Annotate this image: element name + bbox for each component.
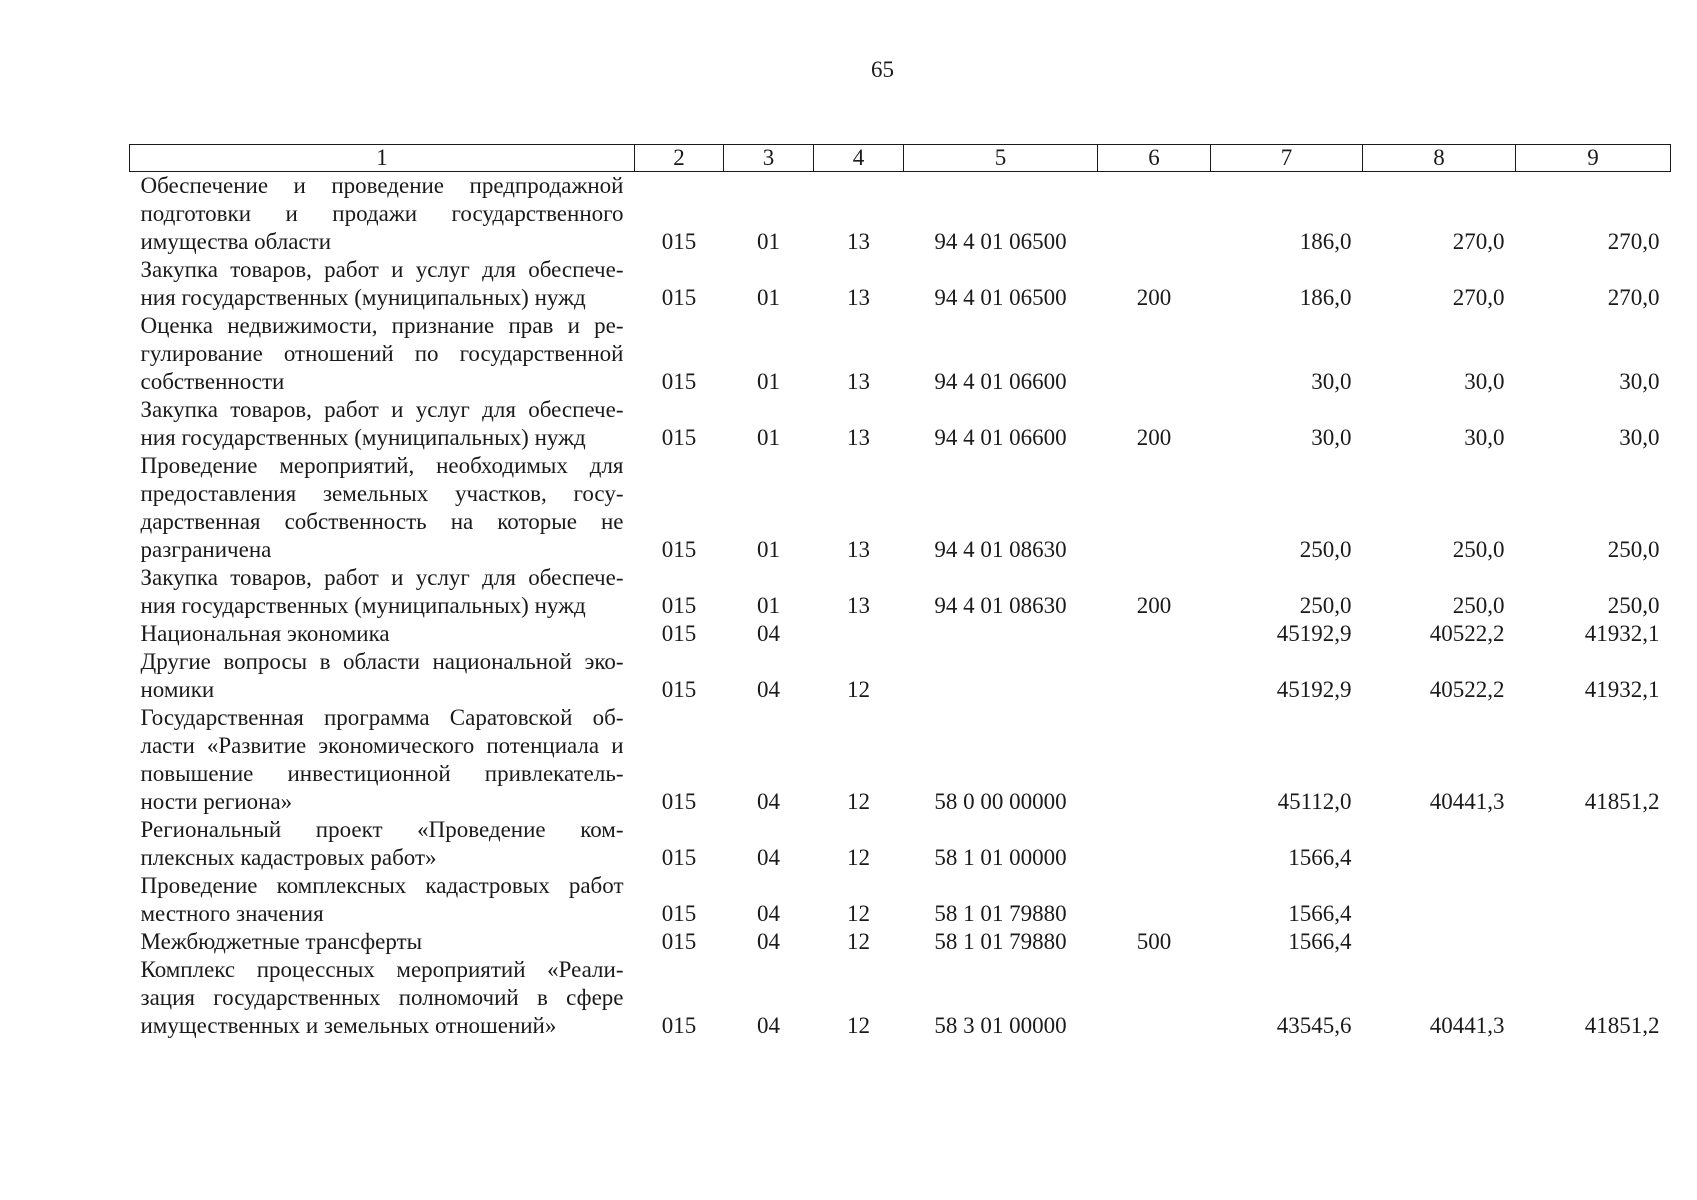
section-code-cell: 01 bbox=[757, 537, 780, 562]
target-article-cell: 58 1 01 00000 bbox=[934, 845, 1067, 870]
row-name-line: дарственная собственность на которые не bbox=[140, 509, 624, 534]
row-name-cell bbox=[130, 564, 635, 620]
amount-year3-cell: 270,0 bbox=[1607, 229, 1660, 254]
amount-year1-cell: 1566,4 bbox=[1288, 929, 1352, 954]
target-article-cell: 94 4 01 06600 bbox=[934, 369, 1067, 394]
column-header-7: 7 bbox=[1211, 145, 1363, 172]
amount-year2-cell: 40441,3 bbox=[1429, 1013, 1505, 1038]
subsection-code-cell: 12 bbox=[847, 929, 870, 954]
row-name-cell bbox=[130, 956, 635, 1040]
amount-year3-cell: 250,0 bbox=[1607, 593, 1660, 618]
amount-year2-cell: 270,0 bbox=[1452, 229, 1505, 254]
row-name-line: Межбюджетные трансферты bbox=[140, 929, 423, 954]
amount-year3-cell bbox=[1516, 928, 1671, 956]
expense-type-cell bbox=[1098, 648, 1211, 704]
amount-year1-cell: 45192,9 bbox=[1276, 621, 1352, 646]
amount-year1-cell: 1566,4 bbox=[1288, 901, 1352, 926]
ministry-code-cell: 015 bbox=[661, 593, 697, 618]
expense-type-cell: 200 bbox=[1136, 593, 1172, 618]
expense-type-cell: 200 bbox=[1136, 425, 1172, 450]
column-header-3: 3 bbox=[724, 145, 814, 172]
amount-year1-cell: 45112,0 bbox=[1277, 789, 1352, 814]
ministry-code-cell: 015 bbox=[661, 229, 697, 254]
column-header-2: 2 bbox=[635, 145, 724, 172]
row-name-line: ласти «Развитие экономического потенциала bbox=[140, 733, 600, 758]
table-row bbox=[130, 704, 1671, 816]
row-name-line: гулирование отношений по государственной bbox=[140, 341, 624, 366]
column-header-9: 9 bbox=[1516, 145, 1671, 172]
row-name-cell bbox=[130, 396, 635, 452]
target-article-cell: 94 4 01 08630 bbox=[934, 537, 1067, 562]
subsection-code-cell: 13 bbox=[847, 369, 870, 394]
expense-type-cell bbox=[1098, 452, 1211, 564]
table-row bbox=[130, 872, 1671, 928]
target-article-cell: 94 4 01 06500 bbox=[934, 285, 1067, 310]
amount-year2-cell: 40522,2 bbox=[1429, 677, 1505, 702]
expense-type-cell bbox=[1098, 704, 1211, 816]
amount-year1-cell: 186,0 bbox=[1299, 285, 1352, 310]
row-name-cell bbox=[130, 256, 635, 312]
amount-year1-cell: 43545,6 bbox=[1276, 1013, 1352, 1038]
table-body bbox=[130, 172, 1671, 1041]
table-row bbox=[130, 928, 1671, 956]
row-name-line: Оценка недвижимости, признание прав и ре- bbox=[140, 313, 624, 338]
table-row bbox=[130, 620, 1671, 648]
ministry-code-cell: 015 bbox=[661, 425, 697, 450]
table-row bbox=[130, 564, 1671, 620]
amount-year3-cell: 41851,2 bbox=[1584, 1013, 1660, 1038]
column-header-6: 6 bbox=[1098, 145, 1211, 172]
row-name-line: ния государственных (муниципальных) нужд bbox=[140, 425, 586, 450]
row-name-line: имущественных и земельных отношений» bbox=[140, 1013, 557, 1038]
row-name-line: разграничена bbox=[140, 537, 272, 562]
table-row bbox=[130, 452, 1671, 564]
ministry-code-cell: 015 bbox=[661, 285, 697, 310]
budget-table bbox=[129, 144, 1671, 1040]
column-header-4: 4 bbox=[814, 145, 904, 172]
target-article-cell: 58 1 01 79880 bbox=[934, 929, 1067, 954]
ministry-code-cell: 015 bbox=[661, 369, 697, 394]
row-name-cell bbox=[130, 872, 635, 928]
column-number-header-row bbox=[130, 145, 1671, 172]
row-name-line: подготовки и продажи государственного bbox=[140, 201, 624, 226]
expense-type-cell bbox=[1098, 620, 1211, 648]
subsection-code-cell: 13 bbox=[847, 229, 870, 254]
expense-type-cell bbox=[1098, 816, 1211, 872]
amount-year3-cell: 41932,1 bbox=[1584, 621, 1660, 646]
table-row bbox=[130, 816, 1671, 872]
table-row bbox=[130, 396, 1671, 452]
column-header-1: 1 bbox=[130, 145, 635, 172]
page-number: 65 bbox=[871, 57, 894, 82]
expense-type-cell: 200 bbox=[1136, 285, 1172, 310]
target-article-cell: 58 1 01 79880 bbox=[934, 901, 1067, 926]
subsection-code-cell: 12 bbox=[847, 677, 870, 702]
subsection-code-cell: 13 bbox=[847, 285, 870, 310]
target-article-cell: 94 4 01 08630 bbox=[934, 593, 1067, 618]
amount-year1-cell: 250,0 bbox=[1299, 537, 1352, 562]
column-header-8: 8 bbox=[1363, 145, 1516, 172]
subsection-code-cell bbox=[814, 620, 904, 648]
section-code-cell: 04 bbox=[757, 677, 780, 702]
ministry-code-cell: 015 bbox=[661, 677, 697, 702]
row-name-cell bbox=[130, 620, 635, 648]
amount-year2-cell: 40522,2 bbox=[1429, 621, 1505, 646]
row-name-cell bbox=[130, 172, 635, 257]
target-article-cell bbox=[904, 648, 1098, 704]
row-name-cell bbox=[130, 816, 635, 872]
ministry-code-cell: 015 bbox=[661, 929, 697, 954]
row-name-line: ния государственных (муниципальных) нужд bbox=[140, 593, 586, 618]
ministry-code-cell: 015 bbox=[661, 1013, 697, 1038]
amount-year3-cell: 30,0 bbox=[1619, 425, 1660, 450]
target-article-cell: 58 0 00 00000 bbox=[934, 789, 1067, 814]
row-name-line: и повышение инвестиционной привлекатель- bbox=[140, 733, 624, 786]
amount-year2-cell: 270,0 bbox=[1452, 285, 1505, 310]
target-article-cell bbox=[904, 620, 1098, 648]
section-code-cell: 04 bbox=[757, 845, 780, 870]
column-header-5: 5 bbox=[904, 145, 1098, 172]
table-row bbox=[130, 312, 1671, 396]
amount-year3-cell: 30,0 bbox=[1619, 369, 1660, 394]
amount-year2-cell bbox=[1363, 928, 1516, 956]
section-code-cell: 04 bbox=[757, 901, 780, 926]
section-code-cell: 04 bbox=[757, 789, 780, 814]
amount-year2-cell bbox=[1363, 816, 1516, 872]
row-name-cell bbox=[130, 928, 635, 956]
row-name-line: Проведение мероприятий, необходимых для bbox=[140, 453, 624, 478]
section-code-cell: 01 bbox=[757, 229, 780, 254]
row-name-line: ности региона» bbox=[140, 789, 293, 814]
row-name-line: зация государственных полномочий в сфере bbox=[140, 985, 624, 1010]
target-article-cell: 94 4 01 06500 bbox=[934, 229, 1067, 254]
row-name-line: Обеспечение и проведение предпродажной bbox=[140, 173, 624, 198]
ministry-code-cell: 015 bbox=[661, 789, 697, 814]
amount-year3-cell: 250,0 bbox=[1607, 537, 1660, 562]
subsection-code-cell: 12 bbox=[847, 901, 870, 926]
row-name-line: собственности bbox=[140, 369, 285, 394]
amount-year1-cell: 250,0 bbox=[1299, 593, 1352, 618]
subsection-code-cell: 13 bbox=[847, 537, 870, 562]
row-name-line: имущества области bbox=[140, 229, 332, 254]
section-code-cell: 04 bbox=[757, 1013, 780, 1038]
amount-year1-cell: 30,0 bbox=[1311, 369, 1352, 394]
row-name-line: плексных кадастровых работ» bbox=[140, 845, 437, 870]
subsection-code-cell: 12 bbox=[847, 845, 870, 870]
row-name-line: Закупка товаров, работ и услуг для обеспече- bbox=[140, 397, 624, 422]
expense-type-cell bbox=[1098, 872, 1211, 928]
expense-type-cell bbox=[1098, 172, 1211, 257]
row-name-line: Комплекс процессных мероприятий «Реали- bbox=[140, 957, 624, 982]
section-code-cell: 01 bbox=[757, 593, 780, 618]
amount-year2-cell: 250,0 bbox=[1452, 593, 1505, 618]
row-name-cell bbox=[130, 452, 635, 564]
amount-year3-cell bbox=[1516, 816, 1671, 872]
amount-year3-cell: 41851,2 bbox=[1584, 789, 1660, 814]
ministry-code-cell: 015 bbox=[661, 621, 697, 646]
amount-year1-cell: 186,0 bbox=[1299, 229, 1352, 254]
amount-year1-cell: 45192,9 bbox=[1276, 677, 1352, 702]
subsection-code-cell: 12 bbox=[847, 1013, 870, 1038]
ministry-code-cell: 015 bbox=[661, 845, 697, 870]
amount-year2-cell: 30,0 bbox=[1464, 369, 1505, 394]
amount-year3-cell bbox=[1516, 872, 1671, 928]
row-name-line: предоставления земельных участков, госу- bbox=[140, 481, 624, 506]
amount-year2-cell: 30,0 bbox=[1464, 425, 1505, 450]
table-row bbox=[130, 648, 1671, 704]
row-name-cell bbox=[130, 648, 635, 704]
row-name-line: Другие вопросы в области национальной эко- bbox=[140, 649, 624, 674]
expense-type-cell: 500 bbox=[1136, 929, 1172, 954]
row-name-line: Закупка товаров, работ и услуг для обеспече- bbox=[140, 257, 624, 282]
target-article-cell: 58 3 01 00000 bbox=[934, 1013, 1067, 1038]
row-name-cell bbox=[130, 704, 635, 816]
amount-year1-cell: 1566,4 bbox=[1288, 845, 1352, 870]
amount-year2-cell: 40441,3 bbox=[1429, 789, 1505, 814]
amount-year3-cell: 270,0 bbox=[1607, 285, 1660, 310]
expense-type-cell bbox=[1098, 312, 1211, 396]
amount-year2-cell bbox=[1363, 872, 1516, 928]
section-code-cell: 01 bbox=[757, 425, 780, 450]
table-row bbox=[130, 956, 1671, 1040]
row-name-cell bbox=[130, 312, 635, 396]
row-name-line: Закупка товаров, работ и услуг для обеспече- bbox=[140, 565, 624, 590]
row-name-line: ния государственных (муниципальных) нужд bbox=[140, 285, 586, 310]
target-article-cell: 94 4 01 06600 bbox=[934, 425, 1067, 450]
row-name-line: местного значения bbox=[140, 901, 324, 926]
amount-year3-cell: 41932,1 bbox=[1584, 677, 1660, 702]
row-name-line: Национальная экономика bbox=[140, 621, 390, 646]
ministry-code-cell: 015 bbox=[661, 901, 697, 926]
section-code-cell: 04 bbox=[757, 621, 780, 646]
ministry-code-cell: 015 bbox=[661, 537, 697, 562]
section-code-cell: 01 bbox=[757, 285, 780, 310]
section-code-cell: 04 bbox=[757, 929, 780, 954]
section-code-cell: 01 bbox=[757, 369, 780, 394]
amount-year1-cell: 30,0 bbox=[1311, 425, 1352, 450]
row-name-line: номики bbox=[140, 677, 215, 702]
subsection-code-cell: 12 bbox=[847, 789, 870, 814]
row-name-line: Региональный проект «Проведение ком- bbox=[140, 817, 624, 842]
row-name-line: Проведение комплексных кадастровых работ bbox=[140, 873, 624, 898]
table-row bbox=[130, 256, 1671, 312]
subsection-code-cell: 13 bbox=[847, 425, 870, 450]
table-row bbox=[130, 172, 1671, 257]
subsection-code-cell: 13 bbox=[847, 593, 870, 618]
expense-type-cell bbox=[1098, 956, 1211, 1040]
amount-year2-cell: 250,0 bbox=[1452, 537, 1505, 562]
row-name-line: Государственная программа Саратовской об- bbox=[140, 705, 624, 730]
